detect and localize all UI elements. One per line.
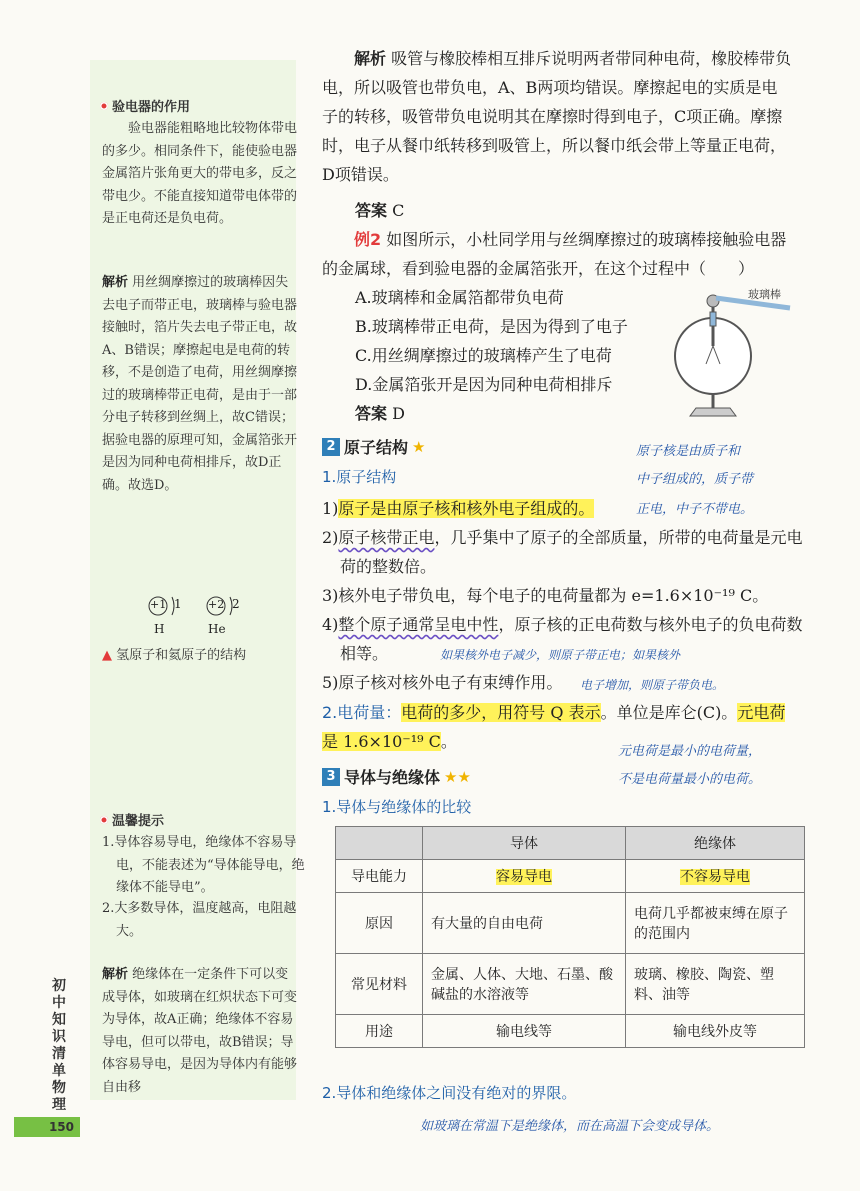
sec2-item-2-rest: ，几乎集中了原子的全部质量，所带的电荷量是元电荷的整数倍。 (340, 528, 803, 576)
conductor-cell: 金属、人体、大地、石墨、酸碱盐的水溶液等 (423, 954, 626, 1015)
section-2-number: 2 (322, 438, 340, 456)
bullet-icon (100, 816, 108, 824)
insulator-cell (626, 860, 805, 893)
comparison-table-wrap (335, 826, 805, 1048)
row-label: 用途 (336, 1015, 423, 1048)
table-header-row (336, 827, 805, 860)
option-a: A.玻璃棒和金属箔都带负电荷 (355, 288, 564, 307)
sec2-item-1-text: 原子是由原子核和核外电子组成的。 (338, 499, 595, 518)
tip-heading (100, 810, 164, 829)
col-conductor: 导体 (423, 827, 626, 860)
example2-text: 如图所示，小杜同学用与丝绸摩擦过的玻璃棒接触验电器的金属球，看到验电器的金属箔张开，在这个过程中（ ） (322, 230, 787, 278)
insulator-cell: 电荷几乎都被束缚在原子的范围内 (626, 893, 805, 954)
sec2-sub2-end: 。 (440, 732, 457, 751)
conductor-cell-text: 容易导电 (496, 869, 552, 885)
sec2-item-1-prefix: 1) (322, 499, 339, 518)
example2-label: 例2 (354, 230, 382, 249)
h-nucleus: +1 (150, 598, 167, 611)
analysis1-label: 解析 (102, 275, 129, 290)
hand-note-2a: 如果核外电子减少，则原子带正电；如果核外 (440, 648, 681, 662)
answer1-value: C (392, 201, 405, 220)
sec2-item-4-prefix: 4) (322, 615, 339, 634)
option-b: B.玻璃棒带正电荷，是因为得到了电子 (355, 317, 628, 336)
sec2-sub2-highlight-2: 元电荷是 1.6×10⁻¹⁹ C (322, 703, 786, 751)
row-label: 导电能力 (336, 860, 423, 893)
h-shell: 1 (174, 597, 182, 611)
option-d: D.金属箔张开是因为同种电荷相排斥 (355, 375, 613, 394)
col-insulator: 绝缘体 (626, 827, 805, 860)
electroscope-heading-text: 验电器的作用 (112, 100, 191, 115)
row-label: 常见材料 (336, 954, 423, 1015)
section-3-sub1: 1.导体与绝缘体的比较 (322, 798, 472, 816)
sec2-item-3 (322, 581, 768, 610)
conductor-cell: 有大量的自由电荷 (423, 893, 626, 954)
sec2-item-4-rest: ，原子核的正电荷数与核外电子的负电荷数相等。 (340, 615, 803, 663)
sec2-sub2-label: 2.电荷量： (322, 703, 402, 722)
bullet-icon (100, 102, 108, 110)
hand-note-1a: 原子核是由质子和 (636, 444, 741, 459)
table-corner (336, 827, 423, 860)
electroscope-heading (100, 96, 190, 115)
answer1 (355, 196, 404, 225)
star-icon: ★★ (444, 767, 471, 786)
sec2-item-2 (322, 523, 810, 581)
analysis-main (322, 44, 792, 189)
analysis2-text: 绝缘体在一定条件下可以变成导体，如玻璃在红炽状态下可变为导体，故A正确；绝缘体不容易导电，但可以带电，故B错误；导体容易导电，是因为导体内有能够自由移 (102, 967, 298, 1095)
sec2-item-5 (322, 668, 562, 697)
analysis1-text: 用丝绸摩擦过的玻璃棒因失去电子而带正电，玻璃棒与验电器接触时，箔片失去电子带正电，故A、B错误；摩擦起电是电荷的转移，不是创造了电荷，用丝绸摩擦过的玻璃棒带正电荷，是由于一部分电子转移到丝绸上，故C错误；据验电器的原理可知，金属箔张开是因为同种电荷相排斥，故D正确。故选D。 (102, 275, 298, 493)
sec2-item-2-wavy: 原子核带正电 (338, 528, 435, 547)
insulator-cell: 玻璃、橡胶、陶瓷、塑料、油等 (626, 954, 805, 1015)
answer2-label: 答案 (355, 404, 388, 423)
analysis-main-text: 吸管与橡胶棒相互排斥说明两者带同种电荷，橡胶棒带负电，所以吸管也带负电，A、B两项均错误。摩擦起电的实质是电子的转移，吸管带负电说明其在摩擦时得到电子，C项正确。摩擦时，电子从餐巾纸转移到吸管上，所以餐巾纸会带上等量正电荷，D项错误。 (322, 49, 792, 184)
section-3-title: 导体与绝缘体 (344, 768, 441, 787)
he-shell: 2 (232, 597, 240, 611)
hand-note-1c: 正电，中子不带电。 (636, 502, 754, 517)
table-row (336, 893, 805, 954)
section-3-sub2: 2.导体和绝缘体之间没有绝对的界限。 (322, 1084, 577, 1102)
figure-label: 玻璃棒 (748, 288, 781, 301)
row-label: 原因 (336, 893, 423, 954)
tip-item-1: 1.导体容易导电，绝缘体不容易导电，不能表述为“导体能导电，绝缘体不能导电”。 (102, 835, 305, 895)
sec2-item-4-wavy: 整个原子通常呈电中性 (338, 615, 499, 634)
electroscope-drawing (672, 284, 796, 424)
hand-note-3a: 元电荷是最小的电荷量， (618, 744, 762, 759)
example2 (322, 225, 792, 283)
page-number: 150 (14, 1117, 80, 1137)
star-icon: ★ (412, 437, 426, 456)
table-row (336, 1015, 805, 1048)
answer1-label: 答案 (355, 201, 388, 220)
section-2-title: 原子结构 (344, 438, 409, 457)
option-c: C.用丝绸摩擦过的玻璃棒产生了电荷 (355, 346, 612, 365)
analysis2-label: 解析 (102, 967, 129, 982)
sec2-item-3-prefix: 3) (322, 586, 339, 605)
sec2-sub2-highlight: 电荷的多少，用符号 Q 表示 (401, 703, 601, 722)
section-3-number: 3 (322, 768, 340, 786)
section-3-heading (322, 765, 471, 788)
conductor-cell (423, 860, 626, 893)
hand-note-3b: 不是电荷量最小的电荷。 (618, 772, 762, 787)
answer2 (355, 399, 405, 428)
he-label: He (208, 622, 226, 636)
analysis1 (102, 272, 297, 497)
electroscope-figure (672, 284, 796, 424)
atom-caption-text: 氢原子和氦原子的结构 (116, 648, 247, 663)
analysis2 (102, 964, 297, 1099)
sec2-item-1 (322, 494, 594, 523)
sec2-sub2-rest: 。单位是库仑(C)。 (600, 703, 738, 722)
comparison-table (335, 826, 805, 1048)
hand-note-4: 如玻璃在常温下是绝缘体，而在高温下会变成导体。 (420, 1119, 720, 1134)
section-2-sub1: 1.原子结构 (322, 468, 397, 486)
answer2-value: D (392, 404, 405, 423)
tip-heading-text: 温馨提示 (112, 814, 165, 829)
section-2-heading (322, 435, 425, 458)
hand-note-1b: 中子组成的，质子带 (636, 472, 754, 487)
conductor-cell: 输电线等 (423, 1015, 626, 1048)
atom-caption (102, 644, 246, 663)
hand-note-2b: 电子增加，则原子带负电。 (580, 678, 725, 692)
he-nucleus: +2 (208, 598, 225, 611)
sec2-item-3-text: 核外电子带负电，每个电子的电荷量都为 e=1.6×10⁻¹⁹ C。 (338, 586, 769, 605)
insulator-cell: 输电线外皮等 (626, 1015, 805, 1048)
triangle-icon: ▲ (102, 648, 112, 663)
sec2-item-5-text: 原子核对核外电子有束缚作用。 (338, 673, 563, 692)
h-label: H (154, 622, 165, 636)
atom-structure-figure (146, 594, 256, 638)
sec2-item-5-prefix: 5) (322, 673, 339, 692)
table-row (336, 860, 805, 893)
insulator-cell-text: 不容易导电 (680, 869, 750, 885)
book-title-vertical: 初中知识清单 物理 (52, 978, 66, 1113)
analysis-main-label: 解析 (354, 49, 387, 68)
electroscope-text: 验电器能粗略地比较物体带电的多少。相同条件下，能使验电器金属箔片张角更大的带电多，反之带电少。不能直接知道带电体带的是正电荷还是负电荷。 (102, 121, 298, 226)
sec2-item-2-prefix: 2) (322, 528, 339, 547)
tip-item-2: 2.大多数导体，温度越高，电阻越大。 (102, 901, 297, 939)
table-row (336, 954, 805, 1015)
